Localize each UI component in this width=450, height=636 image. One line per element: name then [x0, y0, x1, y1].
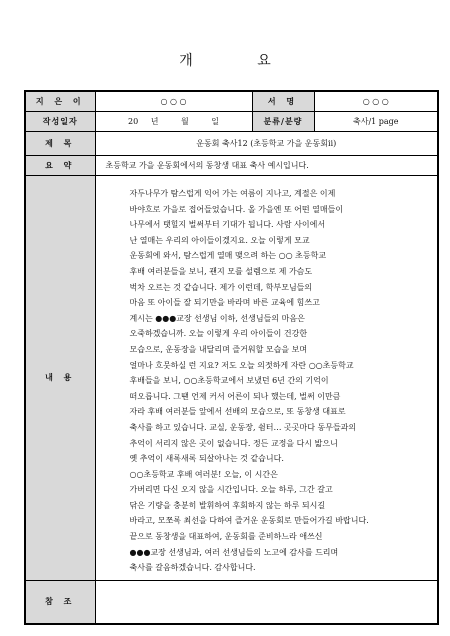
author-row: [25, 91, 438, 112]
title-row: [25, 132, 438, 156]
content-line: 옛 추억이 새록새록 되살아나는 것 같습니다.: [129, 454, 284, 464]
date-day-unit: 일: [211, 117, 220, 126]
content-line: 닦은 기량을 충분히 발휘하여 후회하지 않는 하루 되시길: [129, 500, 326, 510]
content-line: 자라 후배 여러분들 앞에서 선배의 모습으로, 또 동창생 대표로: [129, 407, 346, 417]
content-body: [95, 176, 438, 581]
content-line: 바라고, 모쪼록 최선을 다하여 즐거운 운동회로 만들어가길 바랍니다.: [129, 516, 369, 526]
date-label: 작성일자: [25, 112, 95, 132]
content-line: 추억이 서리지 않은 곳이 없습니다. 정든 교정을 다시 밟으니: [129, 438, 338, 448]
reference-label: 참 조: [25, 580, 95, 624]
content-lines: [130, 186, 430, 576]
reference-value: [95, 580, 438, 624]
category-label: 분류/분량: [252, 112, 314, 132]
date-month-unit: 월: [181, 117, 189, 126]
content-line: 벅차 오르는 것 같습니다. 제가 이런데, 학부모님들의: [129, 282, 313, 292]
content-line: 바야흐로 가을로 접어들었습니다. 올 가을엔 또 어떤 열매들이: [129, 204, 344, 214]
document-title: 개 요: [179, 53, 301, 69]
editor-label: 서 명: [252, 91, 314, 112]
author-value: ○ ○ ○: [95, 91, 252, 112]
content-line: 후배 여러분들을 보니, 괜지 모를 설렘으로 제 가슴도: [129, 266, 313, 276]
reference-row: [25, 580, 438, 624]
summary-value: 초등학교 가을 운동회에서의 동창생 대표 축사 예시입니다.: [95, 156, 438, 176]
title-value: 운동회 축사12 (초등학교 가을 운동회ⅱ): [95, 132, 438, 156]
content-line: 난 열매는 우리의 아이들이겠지요. 오늘 이렇게 모교: [129, 235, 310, 245]
summary-row: [25, 156, 438, 176]
date-row: [25, 112, 438, 132]
content-line: 운동회에 와서, 탐스럽게 열매 맺으려 하는 ○○ 초등학교: [129, 251, 327, 261]
content-line: ●●●교장 선생님과, 여러 선생님들의 노고에 감사를 드리며: [129, 547, 339, 557]
title-label: 제 목: [25, 132, 95, 156]
content-line: 가버리면 다신 오지 않을 시간입니다. 오늘 하루, 그간 갈고: [129, 485, 333, 495]
content-line: ○○초등학교 후배 여러분! 오늘, 이 시간은: [129, 469, 278, 479]
date-year-unit: 년: [150, 117, 159, 126]
content-line: 자두나무가 탐스럽게 익어 가는 여름이 지나고, 계절은 이제: [129, 189, 336, 198]
editor-value: ○ ○ ○: [314, 91, 438, 112]
date-value: [95, 112, 252, 132]
content-line: 얼마나 흐뭇하실 런 지요? 저도 오늘 의젓하게 자란 ○○초등학교: [129, 360, 354, 370]
content-line: 떠오릅니다. 그땐 언제 커서 어른이 되나 했는데, 벌써 이만큼: [129, 391, 341, 401]
content-line: 축사를 갈음하겠습니다. 감사합니다.: [129, 563, 256, 573]
summary-label: 요 약: [25, 156, 95, 176]
content-line: 오죽하겠습니까. 오늘 이렇게 우리 아이들이 건강한: [129, 329, 308, 339]
content-line: 나무에서 탯힐지 벌써부터 기대가 됩니다. 사람 사이에서: [129, 220, 326, 230]
date-year: 20: [127, 117, 139, 126]
content-line: 모습으로, 운동장을 내달리며 즐거워할 모습을 보며: [129, 344, 308, 354]
content-line: 계시는 ●●●교장 선생님 이하, 선생님들의 마음은: [129, 313, 305, 323]
author-label: 지 은 이: [25, 91, 95, 112]
content-label: 내 용: [25, 176, 95, 581]
content-line: 축사를 하고 있습니다. 교실, 운동장, 쉼터… 곳곳마다 동무들과의: [129, 422, 357, 432]
summary-form-table: [24, 90, 439, 625]
content-line: 후배들을 보니, ○○초등학교에서 보냈던 6년 간의 기억이: [129, 376, 329, 386]
category-value: 축사/1 page: [314, 112, 438, 132]
content-line: 마음 또 아이들 잘 되기만을 바라며 바른 교육에 힘쓰고: [129, 298, 320, 308]
content-row: [25, 176, 438, 581]
content-line: 끝으로 동창생을 대표하여, 운동회를 준비하느라 애쓰신: [129, 532, 323, 542]
